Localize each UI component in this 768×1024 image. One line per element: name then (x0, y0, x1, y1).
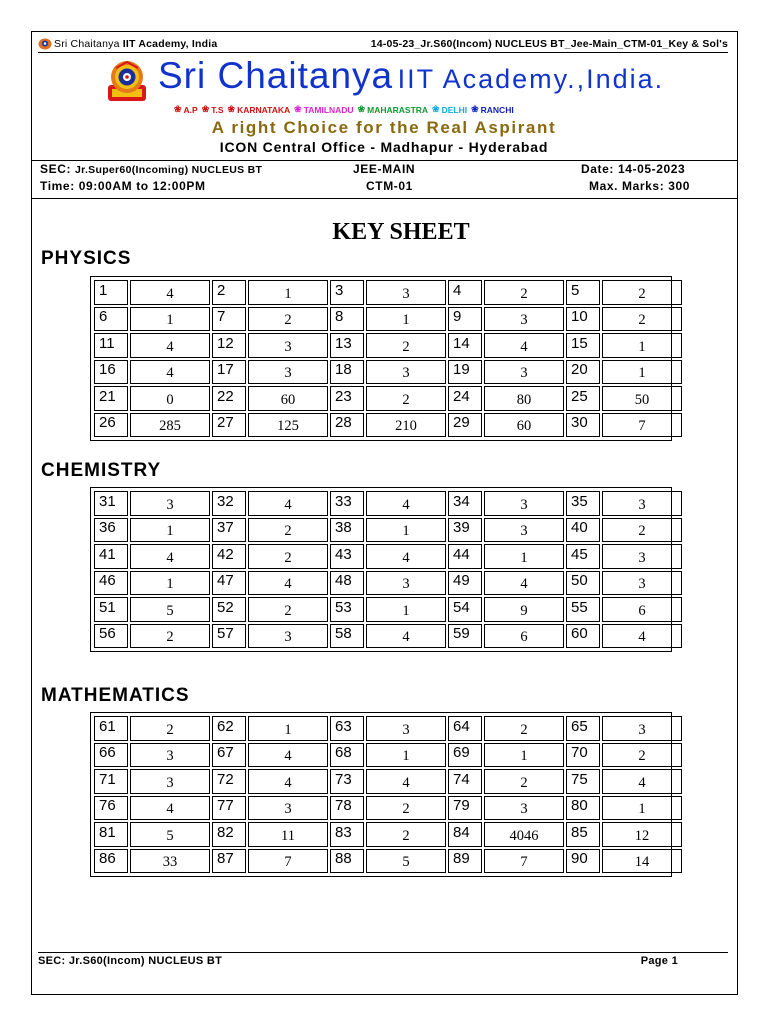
running-header-doc-ref: 14-05-23_Jr.S60(Incom) NUCLEUS BT_Jee-Main_CTM-01_Key & Sol's (370, 38, 728, 50)
answer-key: 7 (248, 849, 328, 874)
answer-key: 1 (130, 571, 210, 596)
flower-bullet-icon: ❀ (174, 104, 182, 114)
question-number: 10 (566, 307, 600, 332)
state-item (358, 104, 428, 115)
answer-key: 5 (130, 597, 210, 622)
max-marks: Max. Marks: 300 (589, 179, 691, 193)
state-item (174, 104, 198, 115)
question-number: 1 (94, 280, 128, 305)
answer-key: 1 (602, 360, 682, 385)
question-number: 57 (212, 624, 246, 649)
question-number: 18 (330, 360, 364, 385)
answer-key: 3 (484, 491, 564, 516)
answer-key: 3 (602, 716, 682, 741)
question-number: 13 (330, 333, 364, 358)
running-header-brand-name: Sri Chaitanya (54, 38, 120, 50)
answer-key: 4 (366, 491, 446, 516)
answer-key: 2 (130, 624, 210, 649)
answer-key: 4 (366, 624, 446, 649)
question-number: 29 (448, 413, 482, 438)
question-number: 59 (448, 624, 482, 649)
state-label: T.S (211, 104, 224, 115)
answer-key: 80 (484, 386, 564, 411)
question-number: 65 (566, 716, 600, 741)
question-number: 27 (212, 413, 246, 438)
answer-key: 3 (484, 518, 564, 543)
answer-key: 4 (130, 280, 210, 305)
question-number: 75 (566, 769, 600, 794)
answer-key: 1 (130, 518, 210, 543)
answer-key: 3 (366, 360, 446, 385)
question-number: 28 (330, 413, 364, 438)
exam-time: Time: 09:00AM to 12:00PM (40, 179, 206, 193)
state-label: RANCHI (480, 104, 514, 115)
answer-key: 0 (130, 386, 210, 411)
table-row (94, 822, 682, 847)
answer-key: 5 (130, 822, 210, 847)
question-number: 76 (94, 796, 128, 821)
question-number: 74 (448, 769, 482, 794)
answer-key: 2 (484, 769, 564, 794)
exam-date: Date: 14-05-2023 (581, 162, 686, 176)
flower-bullet-icon: ❀ (471, 104, 479, 114)
table-row (94, 597, 682, 622)
answer-key: 1 (484, 544, 564, 569)
sri-chaitanya-logo-icon (102, 58, 152, 104)
question-number: 26 (94, 413, 128, 438)
answer-key: 4 (366, 769, 446, 794)
question-number: 17 (212, 360, 246, 385)
answer-key: 11 (248, 822, 328, 847)
question-number: 49 (448, 571, 482, 596)
key-grid (92, 489, 684, 650)
table-row (94, 280, 682, 305)
answer-key: 6 (484, 624, 564, 649)
answer-key: 4 (248, 769, 328, 794)
table-row (94, 624, 682, 649)
question-number: 83 (330, 822, 364, 847)
question-number: 71 (94, 769, 128, 794)
question-number: 42 (212, 544, 246, 569)
answer-key: 3 (248, 360, 328, 385)
state-label: A.P (183, 104, 198, 115)
answer-key: 3 (602, 571, 682, 596)
question-number: 19 (448, 360, 482, 385)
answer-key: 4 (130, 360, 210, 385)
question-number: 4 (448, 280, 482, 305)
table-row (94, 386, 682, 411)
question-number: 3 (330, 280, 364, 305)
question-number: 63 (330, 716, 364, 741)
table-row (94, 544, 682, 569)
answer-key: 2 (484, 716, 564, 741)
question-number: 66 (94, 743, 128, 768)
answer-key: 1 (130, 307, 210, 332)
question-number: 8 (330, 307, 364, 332)
key-grid (92, 714, 684, 875)
answer-key: 1 (248, 716, 328, 741)
question-number: 46 (94, 571, 128, 596)
question-number: 60 (566, 624, 600, 649)
answer-key: 125 (248, 413, 328, 438)
running-header-brand-bold: IIT Academy, India (122, 38, 218, 50)
footer (38, 955, 678, 967)
answer-key: 285 (130, 413, 210, 438)
answer-key: 2 (602, 518, 682, 543)
brand-name: Sri Chaitanya (158, 55, 394, 96)
question-number: 80 (566, 796, 600, 821)
tagline: A right Choice for the Real Aspirant (211, 118, 557, 137)
state-list (174, 103, 614, 116)
question-number: 44 (448, 544, 482, 569)
page-number: Page 1 (640, 955, 678, 967)
question-number: 41 (94, 544, 128, 569)
question-number: 78 (330, 796, 364, 821)
answer-key: 3 (602, 491, 682, 516)
answer-key: 60 (248, 386, 328, 411)
state-item (202, 104, 224, 115)
footer-rule (38, 952, 728, 953)
running-header (38, 36, 728, 52)
key-table-chemistry (90, 487, 672, 652)
question-number: 58 (330, 624, 364, 649)
answer-key: 3 (248, 796, 328, 821)
answer-key: 6 (602, 597, 682, 622)
question-number: 87 (212, 849, 246, 874)
sec-label: SEC: (40, 162, 72, 176)
state-label: MAHARASTRA (367, 104, 429, 115)
question-number: 2 (212, 280, 246, 305)
answer-key: 3 (602, 544, 682, 569)
question-number: 54 (448, 597, 482, 622)
answer-key: 2 (602, 280, 682, 305)
answer-key: 2 (248, 518, 328, 543)
answer-key: 5 (366, 849, 446, 874)
answer-key: 1 (366, 743, 446, 768)
question-number: 89 (448, 849, 482, 874)
answer-key: 1 (248, 280, 328, 305)
question-number: 82 (212, 822, 246, 847)
question-number: 88 (330, 849, 364, 874)
question-number: 62 (212, 716, 246, 741)
table-row (94, 518, 682, 543)
answer-key: 12 (602, 822, 682, 847)
table-row (94, 413, 682, 438)
answer-key: 3 (130, 491, 210, 516)
question-number: 53 (330, 597, 364, 622)
question-number: 14 (448, 333, 482, 358)
question-number: 85 (566, 822, 600, 847)
question-number: 6 (94, 307, 128, 332)
question-number: 37 (212, 518, 246, 543)
answer-key: 4 (602, 769, 682, 794)
question-number: 35 (566, 491, 600, 516)
answer-key: 2 (484, 280, 564, 305)
flower-bullet-icon: ❀ (432, 104, 440, 114)
answer-key: 2 (248, 597, 328, 622)
answer-key: 4 (602, 624, 682, 649)
question-number: 69 (448, 743, 482, 768)
state-item (228, 104, 291, 115)
question-number: 30 (566, 413, 600, 438)
table-row (94, 307, 682, 332)
mini-logo-icon (38, 38, 52, 50)
table-row (94, 491, 682, 516)
question-number: 23 (330, 386, 364, 411)
answer-key: 50 (602, 386, 682, 411)
answer-key: 7 (484, 849, 564, 874)
key-table-mathematics (90, 712, 672, 877)
answer-key: 4 (130, 333, 210, 358)
answer-key: 3 (366, 716, 446, 741)
question-number: 16 (94, 360, 128, 385)
table-row (94, 333, 682, 358)
answer-key: 9 (484, 597, 564, 622)
answer-key: 7 (602, 413, 682, 438)
answer-key: 4 (248, 491, 328, 516)
question-number: 72 (212, 769, 246, 794)
question-number: 25 (566, 386, 600, 411)
question-number: 81 (94, 822, 128, 847)
header-rule (31, 160, 738, 161)
flower-bullet-icon: ❀ (294, 104, 302, 114)
answer-key: 3 (484, 796, 564, 821)
answer-key: 3 (484, 307, 564, 332)
flower-bullet-icon: ❀ (201, 104, 210, 114)
question-number: 7 (212, 307, 246, 332)
question-number: 79 (448, 796, 482, 821)
question-number: 31 (94, 491, 128, 516)
answer-key: 2 (366, 333, 446, 358)
question-number: 51 (94, 597, 128, 622)
question-number: 68 (330, 743, 364, 768)
question-number: 11 (94, 333, 128, 358)
question-number: 20 (566, 360, 600, 385)
question-number: 56 (94, 624, 128, 649)
section-title-mathematics: MATHEMATICS (41, 685, 190, 706)
flower-bullet-icon: ❀ (357, 104, 366, 114)
question-number: 86 (94, 849, 128, 874)
answer-key: 4 (130, 796, 210, 821)
answer-key: 2 (366, 796, 446, 821)
answer-key: 1 (602, 333, 682, 358)
answer-key: 3 (248, 624, 328, 649)
question-number: 45 (566, 544, 600, 569)
key-grid (92, 278, 684, 439)
answer-key: 3 (130, 743, 210, 768)
answer-key: 3 (366, 571, 446, 596)
question-number: 70 (566, 743, 600, 768)
answer-key: 1 (602, 796, 682, 821)
answer-key: 2 (602, 307, 682, 332)
table-row (94, 849, 682, 874)
question-number: 32 (212, 491, 246, 516)
answer-key: 210 (366, 413, 446, 438)
table-row (94, 571, 682, 596)
table-row (94, 743, 682, 768)
question-number: 43 (330, 544, 364, 569)
question-number: 77 (212, 796, 246, 821)
state-item (471, 104, 514, 115)
question-number: 90 (566, 849, 600, 874)
question-number: 5 (566, 280, 600, 305)
answer-key: 4 (248, 571, 328, 596)
question-number: 48 (330, 571, 364, 596)
answer-key: 4 (130, 544, 210, 569)
question-number: 84 (448, 822, 482, 847)
answer-key: 4 (248, 743, 328, 768)
state-label: KARNATAKA (237, 104, 291, 115)
footer-sec: SEC: Jr.S60(Incom) NUCLEUS BT (38, 955, 223, 967)
question-number: 15 (566, 333, 600, 358)
answer-key: 3 (366, 280, 446, 305)
key-table-physics (90, 276, 672, 441)
question-number: 50 (566, 571, 600, 596)
question-number: 47 (212, 571, 246, 596)
table-row (94, 716, 682, 741)
answer-key: 2 (248, 307, 328, 332)
question-number: 36 (94, 518, 128, 543)
state-label: TAMILNADU (303, 104, 354, 115)
question-number: 34 (448, 491, 482, 516)
answer-key: 1 (366, 307, 446, 332)
question-number: 21 (94, 386, 128, 411)
test-code: CTM-01 (366, 179, 413, 193)
table-row (94, 796, 682, 821)
answer-key: 2 (366, 822, 446, 847)
state-label: DELHI (441, 104, 468, 115)
question-number: 12 (212, 333, 246, 358)
answer-key: 1 (366, 597, 446, 622)
section-title-physics: PHYSICS (41, 248, 132, 269)
answer-key: 2 (130, 716, 210, 741)
answer-key: 3 (130, 769, 210, 794)
table-row (94, 769, 682, 794)
answer-key: 4 (366, 544, 446, 569)
answer-key: 2 (366, 386, 446, 411)
section-title-chemistry: CHEMISTRY (41, 460, 162, 481)
answer-key: 2 (602, 743, 682, 768)
answer-key: 1 (366, 518, 446, 543)
answer-key: 2 (248, 544, 328, 569)
answer-key: 4 (484, 333, 564, 358)
question-number: 55 (566, 597, 600, 622)
page-title: KEY SHEET (332, 219, 470, 245)
question-number: 33 (330, 491, 364, 516)
question-number: 40 (566, 518, 600, 543)
brand-wordmark (158, 55, 678, 101)
state-item (294, 104, 353, 115)
top-rule (38, 52, 728, 53)
answer-key: 4 (484, 571, 564, 596)
answer-key: 3 (484, 360, 564, 385)
answer-key: 1 (484, 743, 564, 768)
table-row (94, 360, 682, 385)
answer-key: 60 (484, 413, 564, 438)
question-number: 64 (448, 716, 482, 741)
question-number: 67 (212, 743, 246, 768)
office-address: ICON Central Office - Madhapur - Hyderabad (219, 139, 549, 155)
question-number: 24 (448, 386, 482, 411)
exam-name: JEE-MAIN (353, 162, 416, 176)
question-number: 61 (94, 716, 128, 741)
answer-key: 3 (248, 333, 328, 358)
question-number: 52 (212, 597, 246, 622)
sec-value: Jr.Super60(Incoming) NUCLEUS BT (75, 164, 263, 176)
answer-key: 14 (602, 849, 682, 874)
flower-bullet-icon: ❀ (227, 104, 236, 114)
question-number: 73 (330, 769, 364, 794)
question-number: 39 (448, 518, 482, 543)
meta-rule (31, 198, 738, 199)
section-info (40, 162, 262, 176)
answer-key: 4046 (484, 822, 564, 847)
question-number: 9 (448, 307, 482, 332)
question-number: 38 (330, 518, 364, 543)
running-header-brand (38, 38, 217, 50)
question-number: 22 (212, 386, 246, 411)
answer-key: 33 (130, 849, 210, 874)
brand-suffix: IIT Academy.,India. (397, 64, 665, 94)
state-item (432, 104, 467, 115)
